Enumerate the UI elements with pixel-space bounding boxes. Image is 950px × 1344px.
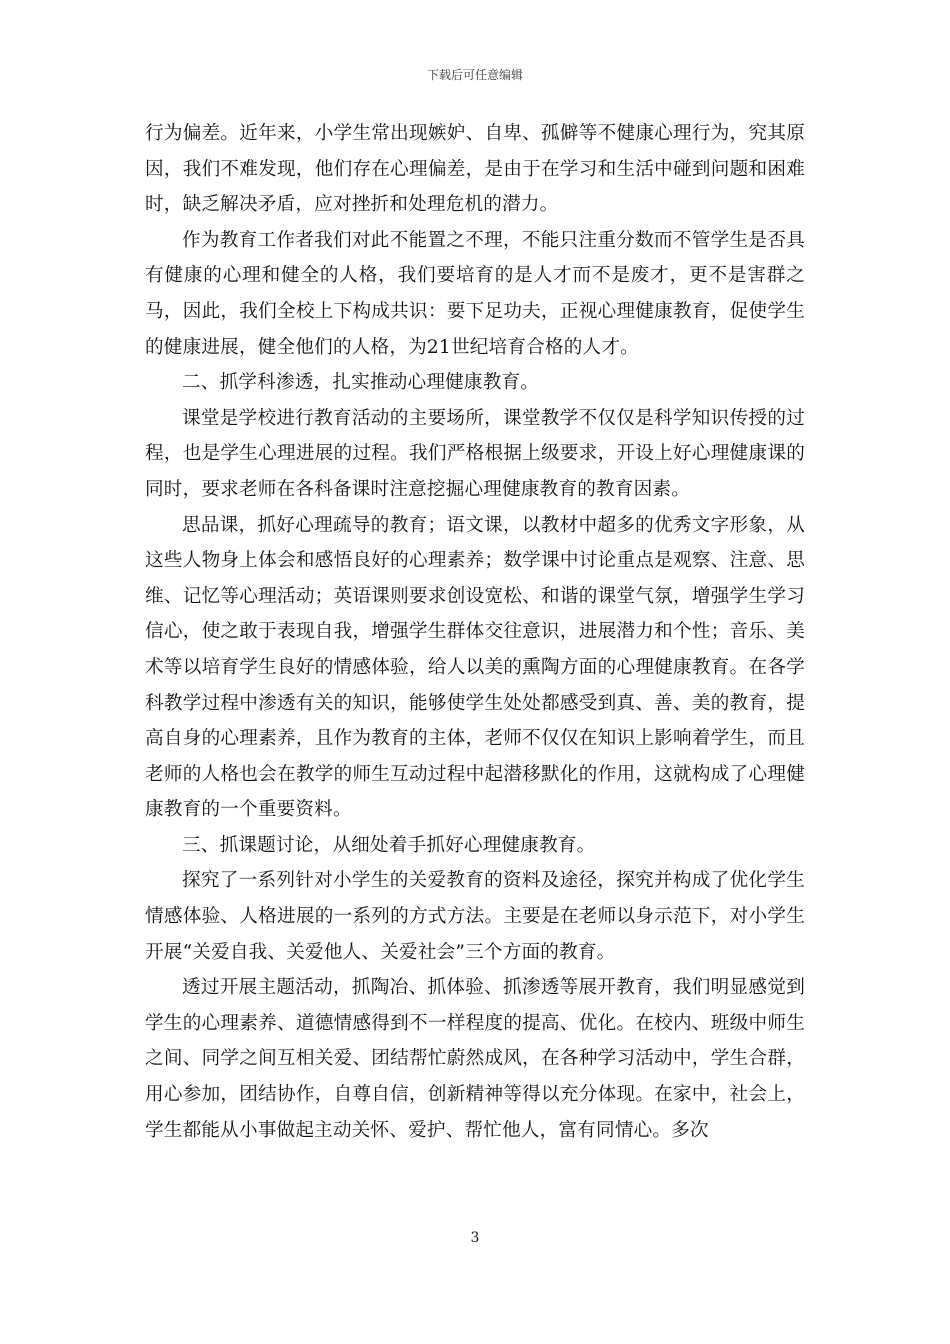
- page-header: 下载后可任意编辑: [426, 68, 523, 82]
- paragraph-5: 探究了一系列针对小学生的关爱教育的资料及途径，探究并构成了优化学生情感体验、人格进展的一系列的方式方法。主要是在老师以身示范下，对小学生开展“关爱自我、关爱他人、关爱社会”三个方面的教育。: [145, 870, 805, 963]
- section-heading-2: 二、抓学科渗透，扎实推动心理健康教育。: [182, 372, 540, 394]
- paragraph-1: 行为偏差。近年来，小学生常出现嫉妒、自卑、孤僻等不健康心理行为，究其原因，我们不难发现，他们存在心理偏差，是由于在学习和生活中碰到问题和困难时，缺乏解决矛盾，应对挫折和处理危机的潜力。: [145, 123, 805, 216]
- paragraph-3: 课堂是学校进行教育活动的主要场所，课堂教学不仅仅是科学知识传授的过程，也是学生心理进展的过程。我们严格根据上级要求，开设上好心理健康课的同时，要求老师在各科备课时注意挖掘心理健康教育的教育因素。: [145, 407, 805, 500]
- paragraph-2: 作为教育工作者我们对此不能置之不理，不能只注重分数而不管学生是否具有健康的心理和健全的人格，我们要培育的是人才而不是废才，更不是害群之马，因此，我们全校上下构成共识：要下足功夫，正视心理健康教育，促使学生的健康进展，健全他们的人格，为21世纪培育合格的人才。: [145, 229, 805, 358]
- paragraph-6: 透过开展主题活动，抓陶冶、抓体验、抓渗透等展开教育，我们明显感觉到学生的心理素养、道德情感得到不一样程度的提高、优化。在校内、班级中师生之间、同学之间互相关爱、团结帮忙蔚然成风，在各种学习活动中，学生合群，用心参加，团结协作，自尊自信，创新精神等得以充分体现。在家中，社会上，学生都能从小事做起主动关怀、爱护、帮忙他人，富有同情心。多次: [145, 977, 805, 1141]
- document-body: [145, 116, 805, 1148]
- paragraph-4: 思品课，抓好心理疏导的教育；语文课，以教材中超多的优秀文字形象，从这些人物身上体会和感悟良好的心理素养；数学课中讨论重点是观察、注意、思维、记忆等心理活动；英语课则要求创设宽松、和谐的课堂气氛，增强学生学习信心，使之敢于表现自我，增强学生群体交往意识，进展潜力和个性；音乐、美术等以培育学生良好的情感体验，给人以美的熏陶方面的心理健康教育。在各学科教学过程中渗透有关的知识，能够使学生处处都感受到真、善、美的教育，提高自身的心理素养，且作为教育的主体，老师不仅仅在知识上影响着学生，而且老师的人格也会在教学的师生互动过程中起潜移默化的作用，这就构成了心理健康教育的一个重要资料。: [145, 514, 805, 821]
- section-heading-3: 三、抓课题讨论，从细处着手抓好心理健康教育。: [182, 834, 596, 856]
- page-number: 3: [470, 1230, 480, 1246]
